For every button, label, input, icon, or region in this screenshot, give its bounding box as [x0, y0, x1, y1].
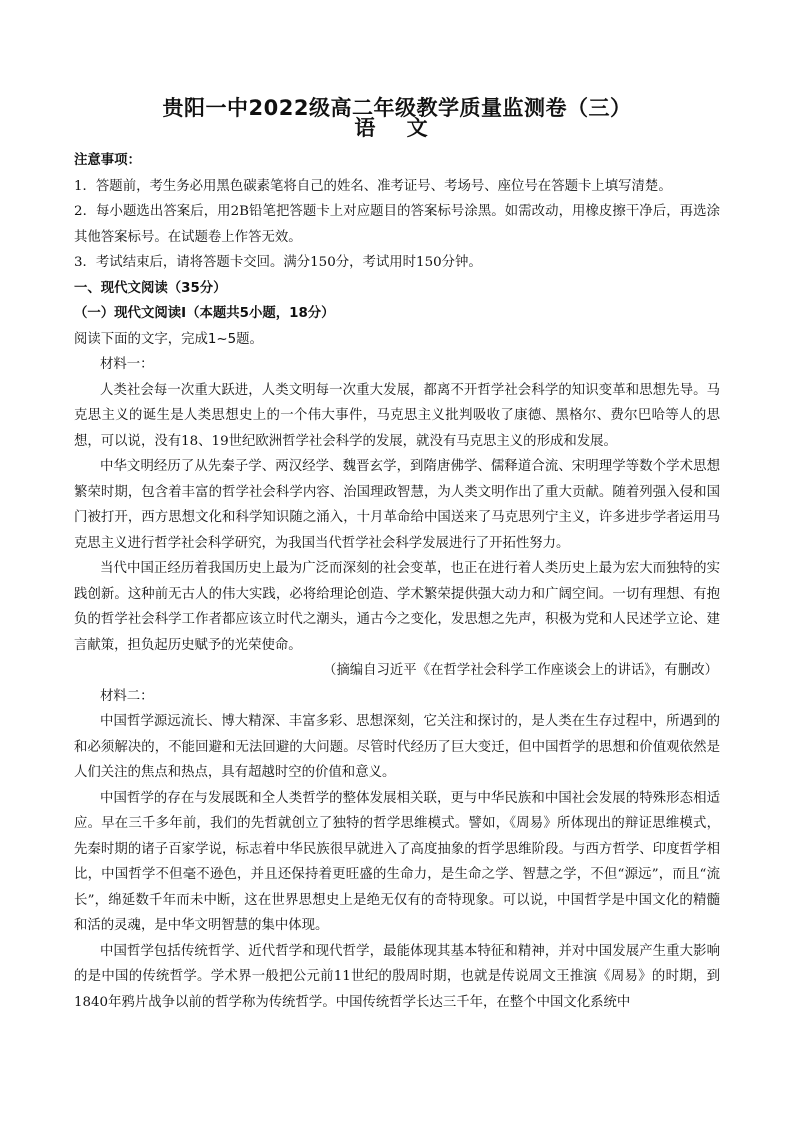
reading-instruction: 阅读下面的文字，完成1~5题。 — [74, 331, 263, 347]
material-1-source: （摘编自习近平《在哲学社会科学工作座谈会上的讲话》，有删改） — [322, 663, 718, 678]
material-1-label: 材料一： — [100, 357, 154, 372]
subject-title: 语 文 — [354, 116, 440, 140]
material-2-paragraph-2: 中国哲学的存在与发展既和全人类哲学的整体发展相关联，更与中华民族和中国社会发展的特殊形态相适应。早在三千多年前，我们的先哲就创立了独特的哲学思维模式。譬如，《周易》所体现出的辩证思维模式，先秦时期的诸子百家学说，标志着中华民族很早就进入了高度抽象的哲学思维阶段。与西方哲学、印度哲学相比，中国哲学不但毫不逊色，并且还保持着更旺盛的生命力，是生命之学、智慧之学，不但“源远”，而且“流长”，绵延数千年而未中断，这在世界思想史上是绝无仅有的奇特现象。可以说，中国哲学是中国文化的精髓和活的灵魂，是中华文明智慧的集中体现。 — [74, 790, 720, 933]
notice-item-2: 2．每小题选出答案后，用2B铅笔把答题卡上对应题目的答案标号涂黑。如需改动，用橡皮擦干净后，再选涂其他答案标号。在试题卷上作答无效。 — [74, 204, 720, 245]
section-heading: 一、现代文阅读（35分） — [74, 280, 227, 296]
notice-heading: 注意事项： — [74, 153, 141, 168]
subsection-heading: （一）现代文阅读Ⅰ（本题共5小题，18分） — [74, 306, 335, 321]
material-2-paragraph-1: 中国哲学源远流长、博大精深、丰富多彩、思想深刻，它关注和探讨的，是人类在生存过程中，所遇到的和必须解决的，不能回避和无法回避的大问题。尽管时代经历了巨大变迁，但中国哲学的思想和价值观依然是人们关注的焦点和热点，具有超越时空的价值和意义。 — [74, 714, 720, 780]
exam-content — [74, 148, 720, 1015]
notice-item-3: 3．考试结束后，请将答题卡交回。满分150分，考试用时150分钟。 — [74, 255, 482, 270]
material-2-label: 材料二： — [100, 688, 154, 704]
material-1-paragraph-2: 中华文明经历了从先秦子学、两汉经学、魏晋玄学，到隋唐佛学、儒释道合流、宋明理学等数个学术思想繁荣时期，包含着丰富的哲学社会科学内容、治国理政智慧，为人类文明作出了重大贡献。随着列强入侵和国门被打开，西方思想文化和科学知识随之涌入，十月革命给中国送来了马克思列宁主义，许多进步学者运用马克思主义进行哲学社会科学研究，为我国当代哲学社会科学发展进行了开拓性努力。 — [74, 459, 720, 551]
notice-item-1: 1．答题前，考生务必用黑色碳素笔将自己的姓名、准考证号、考场号、座位号在答题卡上填写清楚。 — [74, 178, 672, 194]
material-2-paragraph-3: 中国哲学包括传统哲学、近代哲学和现代哲学，最能体现其基本特征和精神，并对中国发展产生重大影响的是中国的传统哲学。学术界一般把公元前11世纪的殷周时期，也就是传说周文王推演《周易》的时期，到1840年鸦片战争以前的哲学称为传统哲学。中国传统哲学长达三千年，在整个中国文化系统中 — [74, 943, 720, 1010]
material-1-paragraph-3: 当代中国正经历着我国历史上最为广泛而深刻的社会变革，也正在进行着人类历史上最为宏大而独特的实践创新。这种前无古人的伟大实践，必将给理论创造、学术繁荣提供强大动力和广阔空间。一切有理想、有抱负的哲学社会科学工作者都应该立时代之潮头，通古今之变化，发思想之先声，积极为党和人民述学立论、建言献策，担负起历史赋予的光荣使命。 — [74, 561, 720, 653]
page-title: 贵阳一中2022级高二年级教学质量监测卷（三） — [162, 96, 632, 120]
material-1-paragraph-1: 人类社会每一次重大跃进，人类文明每一次重大发展，都离不开哲学社会科学的知识变革和思想先导。马克思主义的诞生是人类思想史上的一个伟大事件，马克思主义批判吸收了康德、黑格尔、费尔巴哈等人的思想，可以说，没有18、19世纪欧洲哲学社会科学的发展，就没有马克思主义的形成和发展。 — [74, 382, 720, 449]
